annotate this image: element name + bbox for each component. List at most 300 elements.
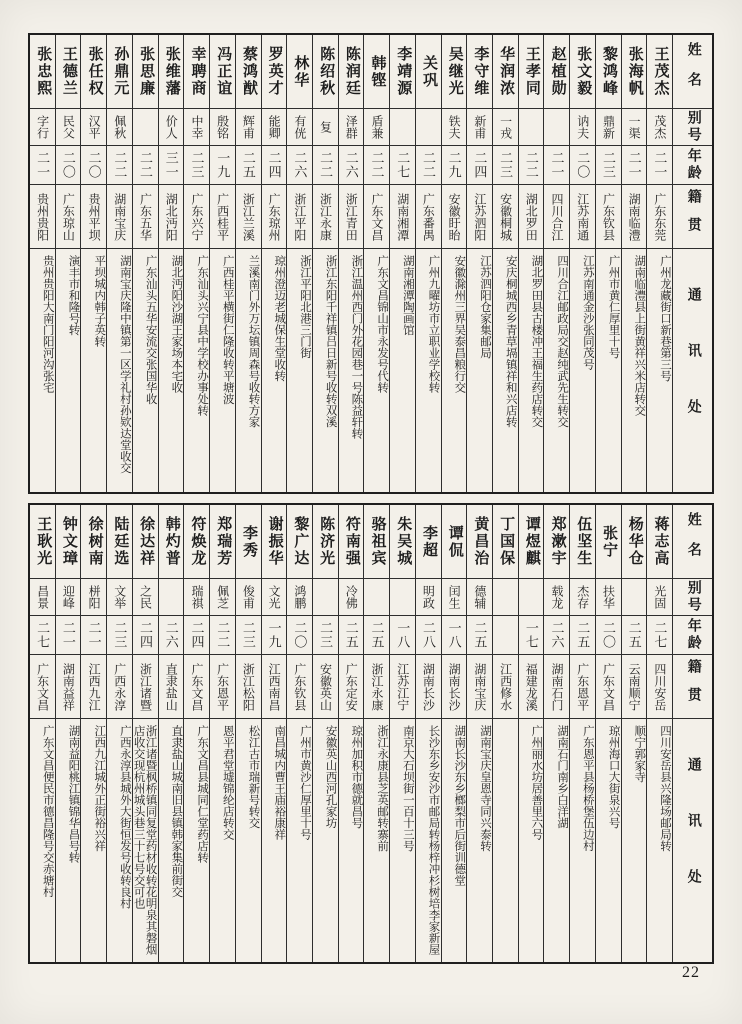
person-alias: 明政 [416,579,441,616]
person-column [466,35,492,492]
person-column [518,35,544,492]
person-column [235,505,261,962]
person-column [286,35,312,492]
person-native: 广东钦县 [287,655,312,719]
person-name: 林华 [287,35,312,109]
person-age: 二二 [364,146,389,185]
person-column [261,505,287,962]
person-column [441,35,467,492]
column-header-age: 年龄 [673,616,712,655]
person-alias: 新甫 [467,109,492,146]
column-header-address: 通讯处 [685,286,701,455]
person-column [312,505,338,962]
person-age: 二三 [596,146,621,185]
person-address [493,719,518,962]
person-age: 二四 [133,616,158,655]
person-native: 江西南昌 [262,655,287,719]
person-age: 一八 [442,616,467,655]
person-column [363,505,389,962]
person-alias: 一渠 [622,109,647,146]
person-column [389,35,415,492]
person-alias [390,579,415,616]
person-column [492,35,518,492]
person-age: 二七 [390,146,415,185]
person-address: 南昌城内曹王庙裕康祥 [273,725,286,840]
person-name: 陆廷选 [107,505,132,579]
person-age: 二二 [416,146,441,185]
person-age: 二六 [544,616,569,655]
person-address: 琼州澄迈老城保生堂收转 [273,255,286,382]
person-name: 郑漱宇 [544,505,569,579]
person-address: 安徽滁州三界吴泰昌粮行交 [453,255,466,393]
person-address: 广西桂平横街仁隆收转平塘波 [221,255,234,405]
person-native: 安徽桐城 [493,185,518,249]
person-address: 广东文昌县城同仁堂药店转 [196,725,209,863]
person-column [132,35,158,492]
person-address: 兰溪南门外万坛镇周森号收转方家 [247,255,260,428]
column-header-alias: 别号 [673,579,712,616]
person-column [235,35,261,492]
person-age: 二六 [287,146,312,185]
person-address: 浙江温州西门外花园巷一号陈益轩转 [350,255,363,439]
person-name: 张任权 [81,35,106,109]
person-native: 浙江诸暨 [133,655,158,719]
person-native: 江苏江宁 [390,655,415,719]
person-column [209,505,235,962]
person-address: 直隶盐山城南旧县镇韩家集前街交 [170,725,183,898]
person-alias: 汉平 [81,109,106,146]
person-native: 浙江平阳 [287,185,312,249]
person-native: 广东文昌 [184,655,209,719]
person-native: 湖南湘潭 [390,185,415,249]
person-alias: 泽群 [339,109,364,146]
person-name: 骆祖宾 [364,505,389,579]
person-native: 贵州贵阳 [30,185,55,249]
person-alias: 有侊 [287,109,312,146]
person-name: 符焕龙 [184,505,209,579]
person-address: 顺宁郭家寺 [633,725,646,783]
person-address: 四川合江邮政局交赵纯武先生转交 [556,255,569,428]
person-name: 陈润廷 [339,35,364,109]
person-name: 关巩 [416,35,441,109]
person-age: 二五 [364,616,389,655]
person-age: 一八 [390,616,415,655]
person-column [415,505,441,962]
person-name: 张忠熙 [30,35,55,109]
person-age: 二三 [493,146,518,185]
person-name: 李靖源 [390,35,415,109]
person-age: 二三 [107,616,132,655]
header-column [672,505,712,962]
person-alias: 讷夫 [570,109,595,146]
person-name: 幸聘商 [184,35,209,109]
person-alias: 栟阳 [81,579,106,616]
person-age: 二四 [184,616,209,655]
person-native: 广东文昌 [364,185,389,249]
person-address: 湖南临澧县上街黄祥兴米店转交 [633,255,646,416]
person-alias: 民父 [56,109,81,146]
person-name: 韩灼普 [159,505,184,579]
person-column [80,505,106,962]
person-column [518,505,544,962]
person-native: 广东番禺 [416,185,441,249]
person-age: 二一 [30,146,55,185]
person-age: 二五 [570,616,595,655]
person-native: 湖南宝庆 [107,185,132,249]
person-native: 广东恩平 [570,655,595,719]
person-native: 福建龙溪 [519,655,544,719]
person-name: 黎广达 [287,505,312,579]
person-address: 演丰市和隆号转 [67,255,80,336]
person-name: 蒋志高 [647,505,672,579]
person-address: 广州市黄仁厚里十号 [607,255,620,359]
person-column [492,505,518,962]
person-column [621,505,647,962]
person-name: 王耿光 [30,505,55,579]
person-alias: 文光 [262,579,287,616]
person-column [338,505,364,962]
person-native: 浙江永康 [313,185,338,249]
person-address: 广州龙藏街口新巷第三号 [659,255,671,382]
person-address: 广东文昌锦山市永发号代转 [376,255,389,393]
directory-tables-container [28,33,714,964]
person-column [646,35,672,492]
person-address: 江西九江城外正街裕兴祥 [93,725,106,852]
person-name: 赵植勋 [544,35,569,109]
person-alias: 俊甫 [236,579,261,616]
person-native: 广东恩平 [210,655,235,719]
person-native: 湖南长沙 [416,655,441,719]
person-age: 二二 [133,146,158,185]
column-header-native: 籍贯 [673,185,712,249]
person-address: 广东恩平县杨桥堡伍边村 [581,725,594,852]
person-address: 琼州海口大街泉兴号 [607,725,620,829]
person-name: 杨华仓 [622,505,647,579]
person-age: 二二 [313,146,338,185]
person-name: 孙鼎元 [107,35,132,109]
person-age: 二六 [159,616,184,655]
person-column [106,505,132,962]
person-name: 张宁 [596,505,621,579]
person-address: 浙江东阳千祥镇吕日新号收转双溪 [324,255,337,428]
person-native: 湖南长沙 [442,655,467,719]
person-native: 广西永淳 [107,655,132,719]
person-alias [622,579,647,616]
person-age: 二一 [622,146,647,185]
person-age: 二〇 [56,146,81,185]
person-address: 广州丽水坊居善里六号 [530,725,543,840]
person-name: 冯正谊 [210,35,235,109]
person-age: 二四 [467,146,492,185]
person-alias [133,109,158,146]
person-native: 湖南临澧 [622,185,647,249]
person-alias: 佩秋 [107,109,132,146]
person-native: 广西桂平 [210,185,235,249]
person-address: 长沙东乡安沙市邮局转杨梓冲杉树培李家新屋 [427,725,440,955]
person-alias [390,109,415,146]
person-address: 广州市黄沙仁厚里十号 [298,725,311,840]
person-address: 湖南湘潭陶画馆 [401,255,414,336]
person-alias: 迎峰 [56,579,81,616]
person-name: 黎鸿峰 [596,35,621,109]
person-alias: 佩芝 [210,579,235,616]
person-name: 蔡鸿猷 [236,35,261,109]
person-column [389,505,415,962]
column-header-alias: 别号 [673,109,712,146]
person-address: 广州九曜坊市立职业学校转 [427,255,440,393]
person-column [543,505,569,962]
person-alias: 价人 [159,109,184,146]
person-native: 广东琼州 [262,185,287,249]
person-alias: 殷铭 [210,109,235,146]
person-native: 广东东莞 [647,185,672,249]
person-column [363,35,389,492]
person-age: 三一 [159,146,184,185]
person-address: 浙江永康县芝英邮转寨前 [376,725,389,852]
person-column [595,35,621,492]
person-address: 南京大石坝街一百十三号 [401,725,414,852]
person-name: 李超 [416,505,441,579]
person-column [106,35,132,492]
person-name: 陈济光 [313,505,338,579]
person-column [30,505,55,962]
person-name: 张文毅 [570,35,595,109]
person-name: 符南强 [339,505,364,579]
person-native: 广东文昌 [30,655,55,719]
person-alias: 杰存 [570,579,595,616]
person-age: 二二 [107,146,132,185]
person-alias: 光固 [647,579,672,616]
person-address: 江苏泗阳仓家集邮局 [478,255,491,359]
person-name: 韩铿 [364,35,389,109]
person-name: 王德兰 [56,35,81,109]
person-alias [544,109,569,146]
person-age: 二五 [236,146,261,185]
person-address: 湖北罗田县古楼冲王福生药店转交 [530,255,543,428]
person-name: 王孝同 [519,35,544,109]
person-alias: 冷佛 [339,579,364,616]
person-native: 湖南益祥 [56,655,81,719]
person-alias: 瑞祺 [184,579,209,616]
person-address: 四川安岳县兴隆场邮局转 [659,725,671,852]
person-native: 云南顺宁 [622,655,647,719]
person-alias [416,109,441,146]
person-alias [313,579,338,616]
person-age: 二〇 [596,616,621,655]
person-name: 朱吴城 [390,505,415,579]
person-native: 安徽盱眙 [442,185,467,249]
person-name: 李守维 [467,35,492,109]
person-age: 二五 [467,616,492,655]
person-age: 二六 [339,146,364,185]
person-age: 二一 [544,146,569,185]
person-native: 浙江兰溪 [236,185,261,249]
person-age: 二七 [30,616,55,655]
person-age: 二五 [622,616,647,655]
person-age: 二〇 [81,146,106,185]
person-name: 张维藩 [159,35,184,109]
person-column [312,35,338,492]
person-native: 广东定安 [339,655,364,719]
person-address: 湖南宝庆隆中镇第一区学礼村孙欵达堂收交 [118,255,131,474]
person-address: 恩平君堂墟锦纶店转交 [221,725,234,840]
person-name: 吴继光 [442,35,467,109]
person-native: 湖北沔阳 [159,185,184,249]
person-alias: 复 [313,109,338,146]
person-name: 张思廉 [133,35,158,109]
person-name: 谭煜麒 [519,505,544,579]
column-header-age: 年龄 [673,146,712,185]
person-alias: 昌景 [30,579,55,616]
person-native: 江苏南通 [570,185,595,249]
person-native: 广东文昌 [596,655,621,719]
person-alias: 扶华 [596,579,621,616]
person-native: 四川安岳 [647,655,672,719]
person-alias: 之民 [133,579,158,616]
person-column [183,35,209,492]
person-column [621,35,647,492]
header-column [672,35,712,492]
person-name: 丁国保 [493,505,518,579]
person-native: 广东琼山 [56,185,81,249]
person-name: 钟文璋 [56,505,81,579]
person-alias: 能卿 [262,109,287,146]
person-alias: 盾兼 [364,109,389,146]
person-native: 浙江松阳 [236,655,261,719]
person-address: 广东汕头兴宁县中学校办事处转 [196,255,209,416]
person-alias [519,579,544,616]
person-native: 安徽英山 [313,655,338,719]
person-age: 二一 [81,616,106,655]
person-native: 江苏泗阳 [467,185,492,249]
person-age: 二四 [262,146,287,185]
person-address: 浙江平阳北港三门街 [298,255,311,359]
person-name: 谭侃 [442,505,467,579]
person-column [55,35,81,492]
person-column [261,35,287,492]
person-name: 郑瑞芳 [210,505,235,579]
person-address: 湖南宝庆皇恩寺同兴泰转 [478,725,491,852]
person-native: 广东五华 [133,185,158,249]
person-age: 一七 [519,616,544,655]
person-address: 广西永淳县城外大街恒发号收转良村 [118,725,131,909]
person-native: 广东钦县 [596,185,621,249]
directory-table-top [28,33,714,494]
person-age: 二一 [56,616,81,655]
person-address: 贵州贵阳大南门阳河沟张宅 [41,255,54,393]
person-alias: 文举 [107,579,132,616]
person-age: 一九 [210,146,235,185]
person-native: 四川合江 [544,185,569,249]
person-column [132,505,158,962]
person-native: 直隶盐山 [159,655,184,719]
person-age: 二三 [313,616,338,655]
person-address: 琼州加积市德就昌号 [350,725,363,829]
person-name: 黄昌治 [467,505,492,579]
person-alias: 载龙 [544,579,569,616]
person-native: 浙江永康 [364,655,389,719]
person-column [286,505,312,962]
person-alias: 闰生 [442,579,467,616]
person-column [209,35,235,492]
person-native: 湖北罗田 [519,185,544,249]
person-column [55,505,81,962]
person-alias: 铁夫 [442,109,467,146]
person-column [338,35,364,492]
person-column [183,505,209,962]
person-alias: 字行 [30,109,55,146]
person-column [569,35,595,492]
person-name: 王茂杰 [647,35,672,109]
person-column [646,505,672,962]
person-age [493,616,518,655]
column-header-name: 姓名 [673,505,712,579]
person-alias: 茂杰 [647,109,672,146]
person-name: 华润浓 [493,35,518,109]
person-name: 徐达祥 [133,505,158,579]
person-column [466,505,492,962]
person-age: 二九 [442,146,467,185]
person-address: 湖北沔阳沙湖王家场本宅收 [170,255,183,393]
person-age: 二一 [647,146,672,185]
person-address: 松江古市瑞新号转交 [247,725,260,829]
directory-table-bottom [28,503,714,964]
person-column [595,505,621,962]
column-header-native: 籍贯 [673,655,712,719]
person-native: 贵州平坝 [81,185,106,249]
person-address: 江苏南通金沙张同茂号 [581,255,594,370]
person-column [30,35,55,492]
person-age: 二七 [647,616,672,655]
person-column [543,35,569,492]
person-name: 罗英才 [262,35,287,109]
person-column [441,505,467,962]
person-alias [493,579,518,616]
person-address: 浙江诸暨枫桥镇同复堂药材收转花明泉其磐烟店收交现杭州城头巷三十七号交可也 [132,725,157,955]
person-alias [519,109,544,146]
person-age: 二〇 [570,146,595,185]
person-alias: 鼎新 [596,109,621,146]
person-alias: 德辅 [467,579,492,616]
person-age: 二八 [416,616,441,655]
person-name: 张海帆 [622,35,647,109]
person-column [569,505,595,962]
person-name: 李秀 [236,505,261,579]
person-address: 广东文昌便民市德昌隆号交赤塘村 [41,725,54,898]
person-alias [159,579,184,616]
person-address: 平坝城内韩子英转 [93,255,106,347]
person-name: 陈绍秋 [313,35,338,109]
person-column [415,35,441,492]
column-header-address: 通讯处 [685,756,701,925]
person-alias: 鸿鹏 [287,579,312,616]
person-age: 二三 [236,616,261,655]
person-column [80,35,106,492]
person-name: 伍坚生 [570,505,595,579]
person-alias: 中幸 [184,109,209,146]
person-age: 二〇 [287,616,312,655]
person-alias [364,579,389,616]
person-address: 安徽英山西河孔家坊 [324,725,337,829]
person-alias: 辉甫 [236,109,261,146]
person-name: 谢振华 [262,505,287,579]
person-address: 湖南长沙东乡榔梨市后街训德堂 [453,725,466,886]
page-number: 22 [682,964,700,981]
person-address: 湖南石门南乡白洋湖 [556,725,569,829]
person-age: 二二 [210,616,235,655]
person-native: 湖南石门 [544,655,569,719]
person-age: 二五 [339,616,364,655]
